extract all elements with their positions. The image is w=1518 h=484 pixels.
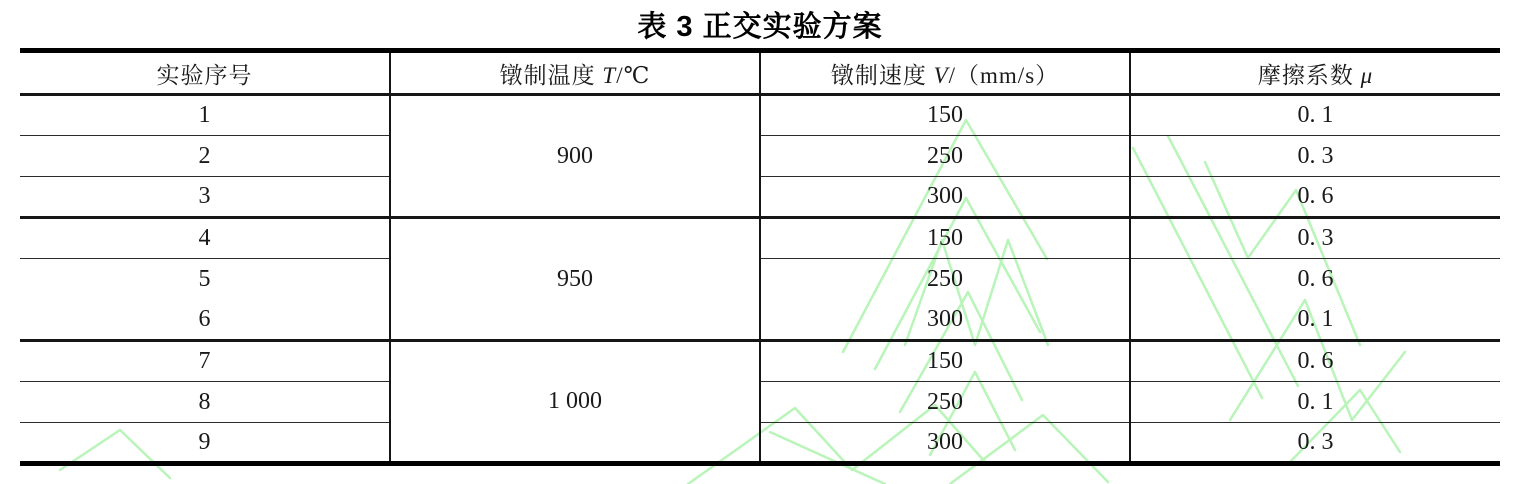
cell-speed: 300	[760, 300, 1130, 341]
table-row	[20, 300, 1500, 341]
table-row	[20, 177, 1500, 218]
cell-seq: 7	[20, 341, 390, 382]
table-row	[20, 218, 1500, 259]
cell-seq: 4	[20, 218, 390, 259]
table-row	[20, 341, 1500, 382]
col-header-upsetting-temperature	[390, 51, 760, 95]
header-label: 镦制速度	[830, 62, 934, 88]
cell-seq: 3	[20, 177, 390, 218]
header-row	[20, 51, 1500, 95]
cell-seq: 2	[20, 136, 390, 177]
header-unit: /℃	[616, 62, 651, 88]
cell-mu: 0. 3	[1297, 428, 1334, 455]
cell-speed: 150	[760, 341, 1130, 382]
table-row	[20, 136, 1500, 177]
header-label: 镦制温度	[499, 62, 603, 88]
cell-temp-group: 1 000	[390, 341, 760, 464]
header-symbol: μ	[1360, 62, 1374, 88]
cell-mu: 0. 1	[1130, 382, 1500, 423]
header-label: 摩擦系数	[1257, 62, 1361, 88]
cell-temp-group: 950	[390, 218, 760, 341]
cell-temp-group: 900	[390, 95, 760, 218]
cell-mu: 0. 1	[1130, 300, 1500, 341]
cell-mu: 0. 6	[1297, 265, 1334, 292]
cell-speed: 150	[760, 95, 1130, 136]
cell-mu: 0. 6	[1130, 177, 1500, 218]
col-header-upsetting-speed	[760, 51, 1130, 95]
cell-speed: 300	[760, 177, 1130, 218]
orthogonal-experiment-table	[20, 48, 1500, 466]
table-row	[20, 259, 1500, 300]
cell-mu: 0. 6	[1130, 341, 1500, 382]
col-header-friction-coefficient	[1130, 51, 1500, 95]
cell-mu: 0. 3	[1130, 218, 1500, 259]
cell-speed: 250	[760, 136, 1130, 177]
cell-mu: 0. 1	[1130, 95, 1500, 136]
cell-speed: 250	[760, 259, 1130, 300]
cell-speed: 300	[760, 423, 1130, 464]
cell-seq: 1	[20, 95, 390, 136]
header-label: 实验序号	[156, 62, 253, 88]
table-caption: 表 3 正交实验方案	[637, 11, 883, 43]
cell-seq: 8	[20, 382, 390, 423]
table-row	[20, 382, 1500, 423]
cell-seq: 6	[20, 300, 390, 341]
header-unit: /（mm/s）	[948, 62, 1060, 88]
cell-seq: 5	[20, 259, 390, 300]
table-row	[20, 95, 1500, 136]
header-symbol: V	[933, 62, 949, 88]
cell-speed: 250	[760, 382, 1130, 423]
col-header-experiment-number	[20, 51, 390, 95]
table-row	[20, 423, 1500, 464]
header-symbol: T	[602, 62, 617, 88]
cell-mu: 0. 3	[1130, 136, 1500, 177]
cell-seq: 9	[20, 423, 390, 464]
cell-speed: 150	[760, 218, 1130, 259]
